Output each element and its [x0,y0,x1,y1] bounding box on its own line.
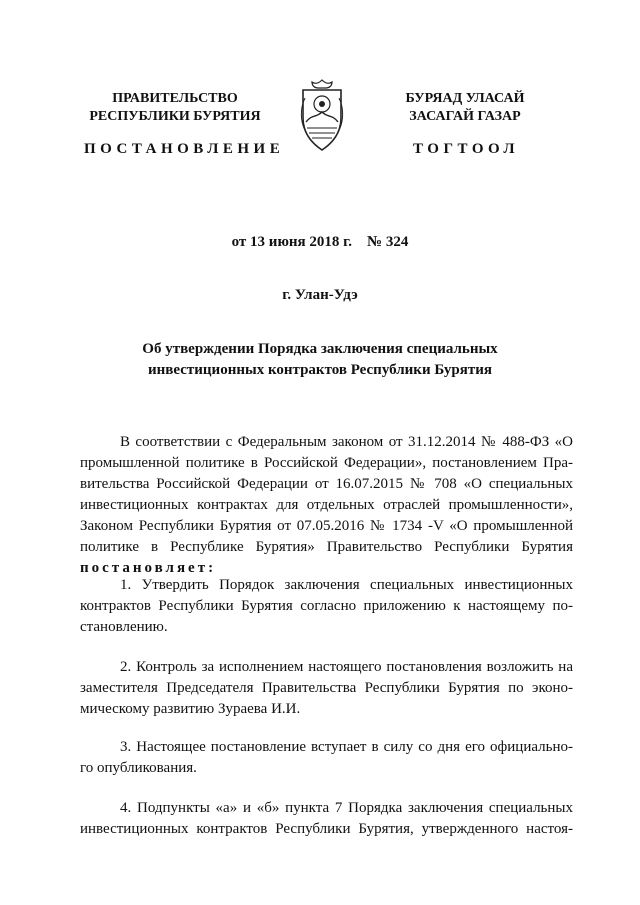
doc-type-buryat: ТОГТООЛ [413,141,520,157]
header-right-authority [365,90,565,126]
header-right-line-2: ЗАСАГАЙ ГАЗАР [409,109,521,124]
item-line: мическому развитию Зураева И.И. [80,701,301,717]
document-title [90,339,550,381]
item-line: 3. Настоящее постановление вступает в силу со дня его официально- [120,739,573,755]
header-left-line-1: ПРАВИТЕЛЬСТВО [112,91,238,106]
item-line: 2. Контроль за исполнением настоящего постановления возложить на [120,659,573,675]
item-line: заместителя Председателя Правительства Республики Бурятия по эконо- [80,680,573,696]
preamble-line: инвестиционных контрактах для отдельных отраслей промышленности», [80,497,573,513]
preamble-line: В соответствии с Федеральным законом от 31.12.2014 № 488-ФЗ «О [120,434,573,450]
date-and-number: от 13 июня 2018 г. № 324 [231,234,409,250]
item-4-paragraph [80,798,573,840]
item-1-paragraph [80,575,573,638]
item-2-paragraph [80,657,573,720]
item-line: контрактов Республики Бурятия согласно приложению к настоящему по- [80,598,573,614]
city: г. Улан-Удэ [282,287,358,303]
header-left-authority [75,90,275,126]
item-line: инвестиционных контрактов Республики Бурятия, утвержденного настоя- [80,821,573,837]
title-line-1: Об утверждении Порядка заключения специальных [142,341,498,357]
title-line-2: инвестиционных контрактов Республики Бурятия [148,362,492,378]
preamble-line: политике в Республике Бурятия» Правительство Республики Бурятия [80,539,573,555]
item-line: 1. Утвердить Порядок заключения специальных инвестиционных [120,577,573,593]
header-left-line-2: РЕСПУБЛИКИ БУРЯТИЯ [89,109,261,124]
item-line: становлению. [80,619,168,635]
preamble-line: промышленной политике в Российской Федерации», постановлением Пра- [80,455,573,471]
resolves-word: постановляет: [80,560,217,576]
item-line: 4. Подпункты «а» и «б» пункта 7 Порядка заключения специальных [120,800,573,816]
item-line: го опубликования. [80,760,197,776]
doc-type-russian: ПОСТАНОВЛЕНИЕ [84,141,285,157]
item-3-paragraph [80,737,573,779]
preamble-paragraph [80,432,573,579]
preamble-line: вительства Российской Федерации от 16.07.2015 № 708 «О специальных [80,476,573,492]
header-right-line-1: БУРЯАД УЛАСАЙ [405,91,525,106]
coat-of-arms-emblem [296,78,348,152]
preamble-line: Законом Республики Бурятия от 07.05.2016 № 1734 -V «О промышленной [80,518,573,534]
